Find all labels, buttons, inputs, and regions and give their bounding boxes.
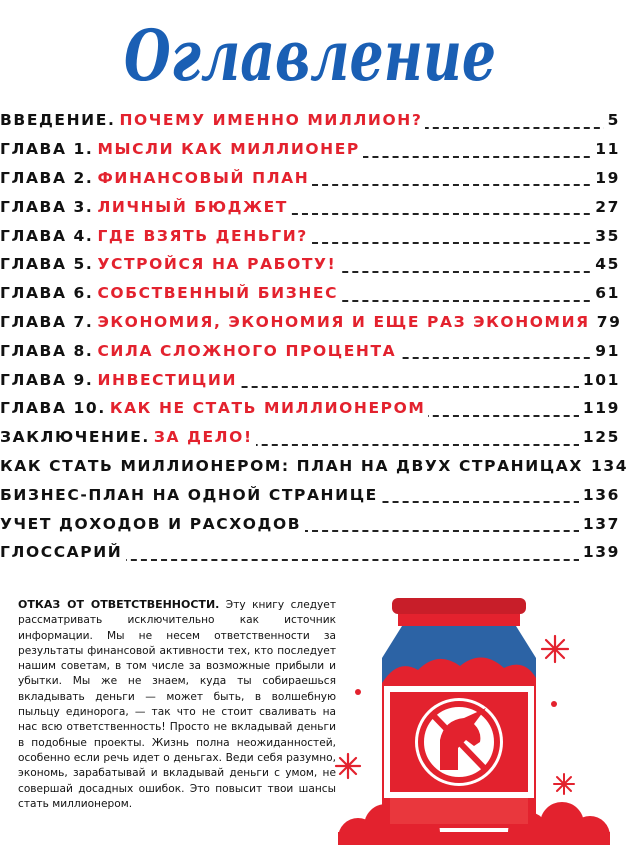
- toc-title: МЫСЛИ КАК МИЛЛИОНЕР: [97, 139, 362, 159]
- toc-title: ЭКОНОМИЯ, ЭКОНОМИЯ И ЕЩЕ РАЗ ЭКОНОМИЯ: [97, 312, 592, 332]
- toc-title: ФИНАНСОВЫЙ ПЛАН: [97, 168, 312, 188]
- toc-page-number: 61: [591, 283, 620, 303]
- toc-page-number: 11: [591, 139, 620, 159]
- toc-row-chapter-10[interactable]: [0, 394, 620, 423]
- toc-page-number: 119: [579, 398, 620, 418]
- toc-page-number: 5: [604, 110, 620, 130]
- toc-prefix: ГЛАВА 4.: [0, 226, 97, 246]
- sparkle-dot: [551, 701, 557, 707]
- sparkle-icon: [542, 636, 568, 662]
- toc-row-chapter-8[interactable]: [0, 336, 620, 365]
- toc-row-chapter-5[interactable]: [0, 250, 620, 279]
- toc-row-introduction[interactable]: [0, 106, 620, 135]
- toc-title: СОБСТВЕННЫЙ БИЗНЕС: [97, 283, 341, 303]
- toc-prefix: ЗАКЛЮЧЕНИЕ.: [0, 427, 154, 447]
- toc-row-chapter-3[interactable]: [0, 192, 620, 221]
- toc-prefix: УЧЕТ ДОХОДОВ И РАСХОДОВ: [0, 514, 305, 534]
- toc-row-chapter-4[interactable]: [0, 221, 620, 250]
- toc-title: ИНВЕСТИЦИИ: [97, 370, 240, 390]
- disclaimer: [18, 597, 336, 812]
- sparkle-dot: [355, 689, 361, 695]
- sparkle-icon: [554, 774, 574, 794]
- toc-prefix: ГЛАВА 9.: [0, 370, 97, 390]
- toc-row-chapter-2[interactable]: [0, 164, 620, 193]
- toc-page-number: 35: [591, 226, 620, 246]
- toc-page-number: 79: [593, 312, 622, 332]
- toc-title: ПОЧЕМУ ИМЕННО МИЛЛИОН?: [119, 110, 425, 130]
- disclaimer-heading: ОТКАЗ ОТ ОТВЕТСТВЕННОСТИ.: [18, 598, 220, 611]
- toc-row-chapter-7[interactable]: [0, 308, 620, 337]
- toc-prefix: БИЗНЕС-ПЛАН НА ОДНОЙ СТРАНИЦЕ: [0, 485, 382, 505]
- toc-row-chapter-9[interactable]: [0, 365, 620, 394]
- toc-title: СИЛА СЛОЖНОГО ПРОЦЕНТА: [97, 341, 399, 361]
- sparkle-icon: [336, 754, 360, 778]
- toc-page-number: 134: [587, 456, 628, 476]
- toc-prefix: КАК СТАТЬ МИЛЛИОНЕРОМ: ПЛАН НА ДВУХ СТРАНИЦАХ: [0, 456, 587, 476]
- toc-prefix: ГЛОССАРИЙ: [0, 542, 126, 562]
- toc-row-two-page-plan[interactable]: [0, 452, 628, 481]
- page-title: [0, 0, 620, 100]
- toc-title: УСТРОЙСЯ НА РАБОТУ!: [97, 254, 339, 274]
- unicorn-jar-illustration: [328, 588, 620, 845]
- toc-page-number: 91: [591, 341, 620, 361]
- toc-prefix: ГЛАВА 3.: [0, 197, 97, 217]
- toc-page-number: 101: [579, 370, 620, 390]
- toc-prefix: ГЛАВА 8.: [0, 341, 97, 361]
- toc-prefix: ГЛАВА 1.: [0, 139, 97, 159]
- toc-title: ЗА ДЕЛО!: [154, 427, 256, 447]
- toc-page-number: 136: [579, 485, 620, 505]
- toc-title: ГДЕ ВЗЯТЬ ДЕНЬГИ?: [97, 226, 310, 246]
- toc-page-number: 27: [591, 197, 620, 217]
- toc-page-number: 139: [579, 542, 620, 562]
- toc-prefix: ГЛАВА 2.: [0, 168, 97, 188]
- toc-row-conclusion[interactable]: [0, 423, 620, 452]
- toc-prefix: ГЛАВА 10.: [0, 398, 110, 418]
- toc-page-number: 19: [591, 168, 620, 188]
- jar: [382, 598, 536, 828]
- toc-row-chapter-1[interactable]: [0, 135, 620, 164]
- table-of-contents: [0, 106, 628, 567]
- toc-row-glossary[interactable]: [0, 538, 620, 567]
- toc-prefix: ГЛАВА 5.: [0, 254, 97, 274]
- toc-page-number: 45: [591, 254, 620, 274]
- toc-row-income-expenses[interactable]: [0, 509, 620, 538]
- page-title-text: Оглавление: [124, 14, 496, 97]
- toc-prefix: ВВЕДЕНИЕ.: [0, 110, 119, 130]
- disclaimer-text: Эту книгу следует рассматривать исключительно как источник информации. Мы не несем ответственности за результаты финансовой активности тех, кто последует нашим советам, в том числе за возможные прибыли и убытки. Мы же не знаем, куда ты собираешься вкладывать деньги — может быть, в волшебную пыльцу единорога, — так что не стоит сваливать на нас всю ответственность! Просто не вкладывай деньги в подобные проекты. Жизнь полна неожиданностей, особенно если речь идет о деньгах. Веди себя разумно, экономь, зарабатывай и вкладывай деньги с умом, не совершай досадных ошибок. Это повысит твои шансы стать миллионером.: [18, 599, 336, 810]
- toc-row-business-plan[interactable]: [0, 480, 620, 509]
- toc-prefix: ГЛАВА 6.: [0, 283, 97, 303]
- toc-row-chapter-6[interactable]: [0, 279, 620, 308]
- toc-prefix: ГЛАВА 7.: [0, 312, 97, 332]
- toc-page-number: 137: [579, 514, 620, 534]
- toc-title: ЛИЧНЫЙ БЮДЖЕТ: [97, 197, 291, 217]
- toc-title: КАК НЕ СТАТЬ МИЛЛИОНЕРОМ: [110, 398, 429, 418]
- toc-page-number: 125: [579, 427, 620, 447]
